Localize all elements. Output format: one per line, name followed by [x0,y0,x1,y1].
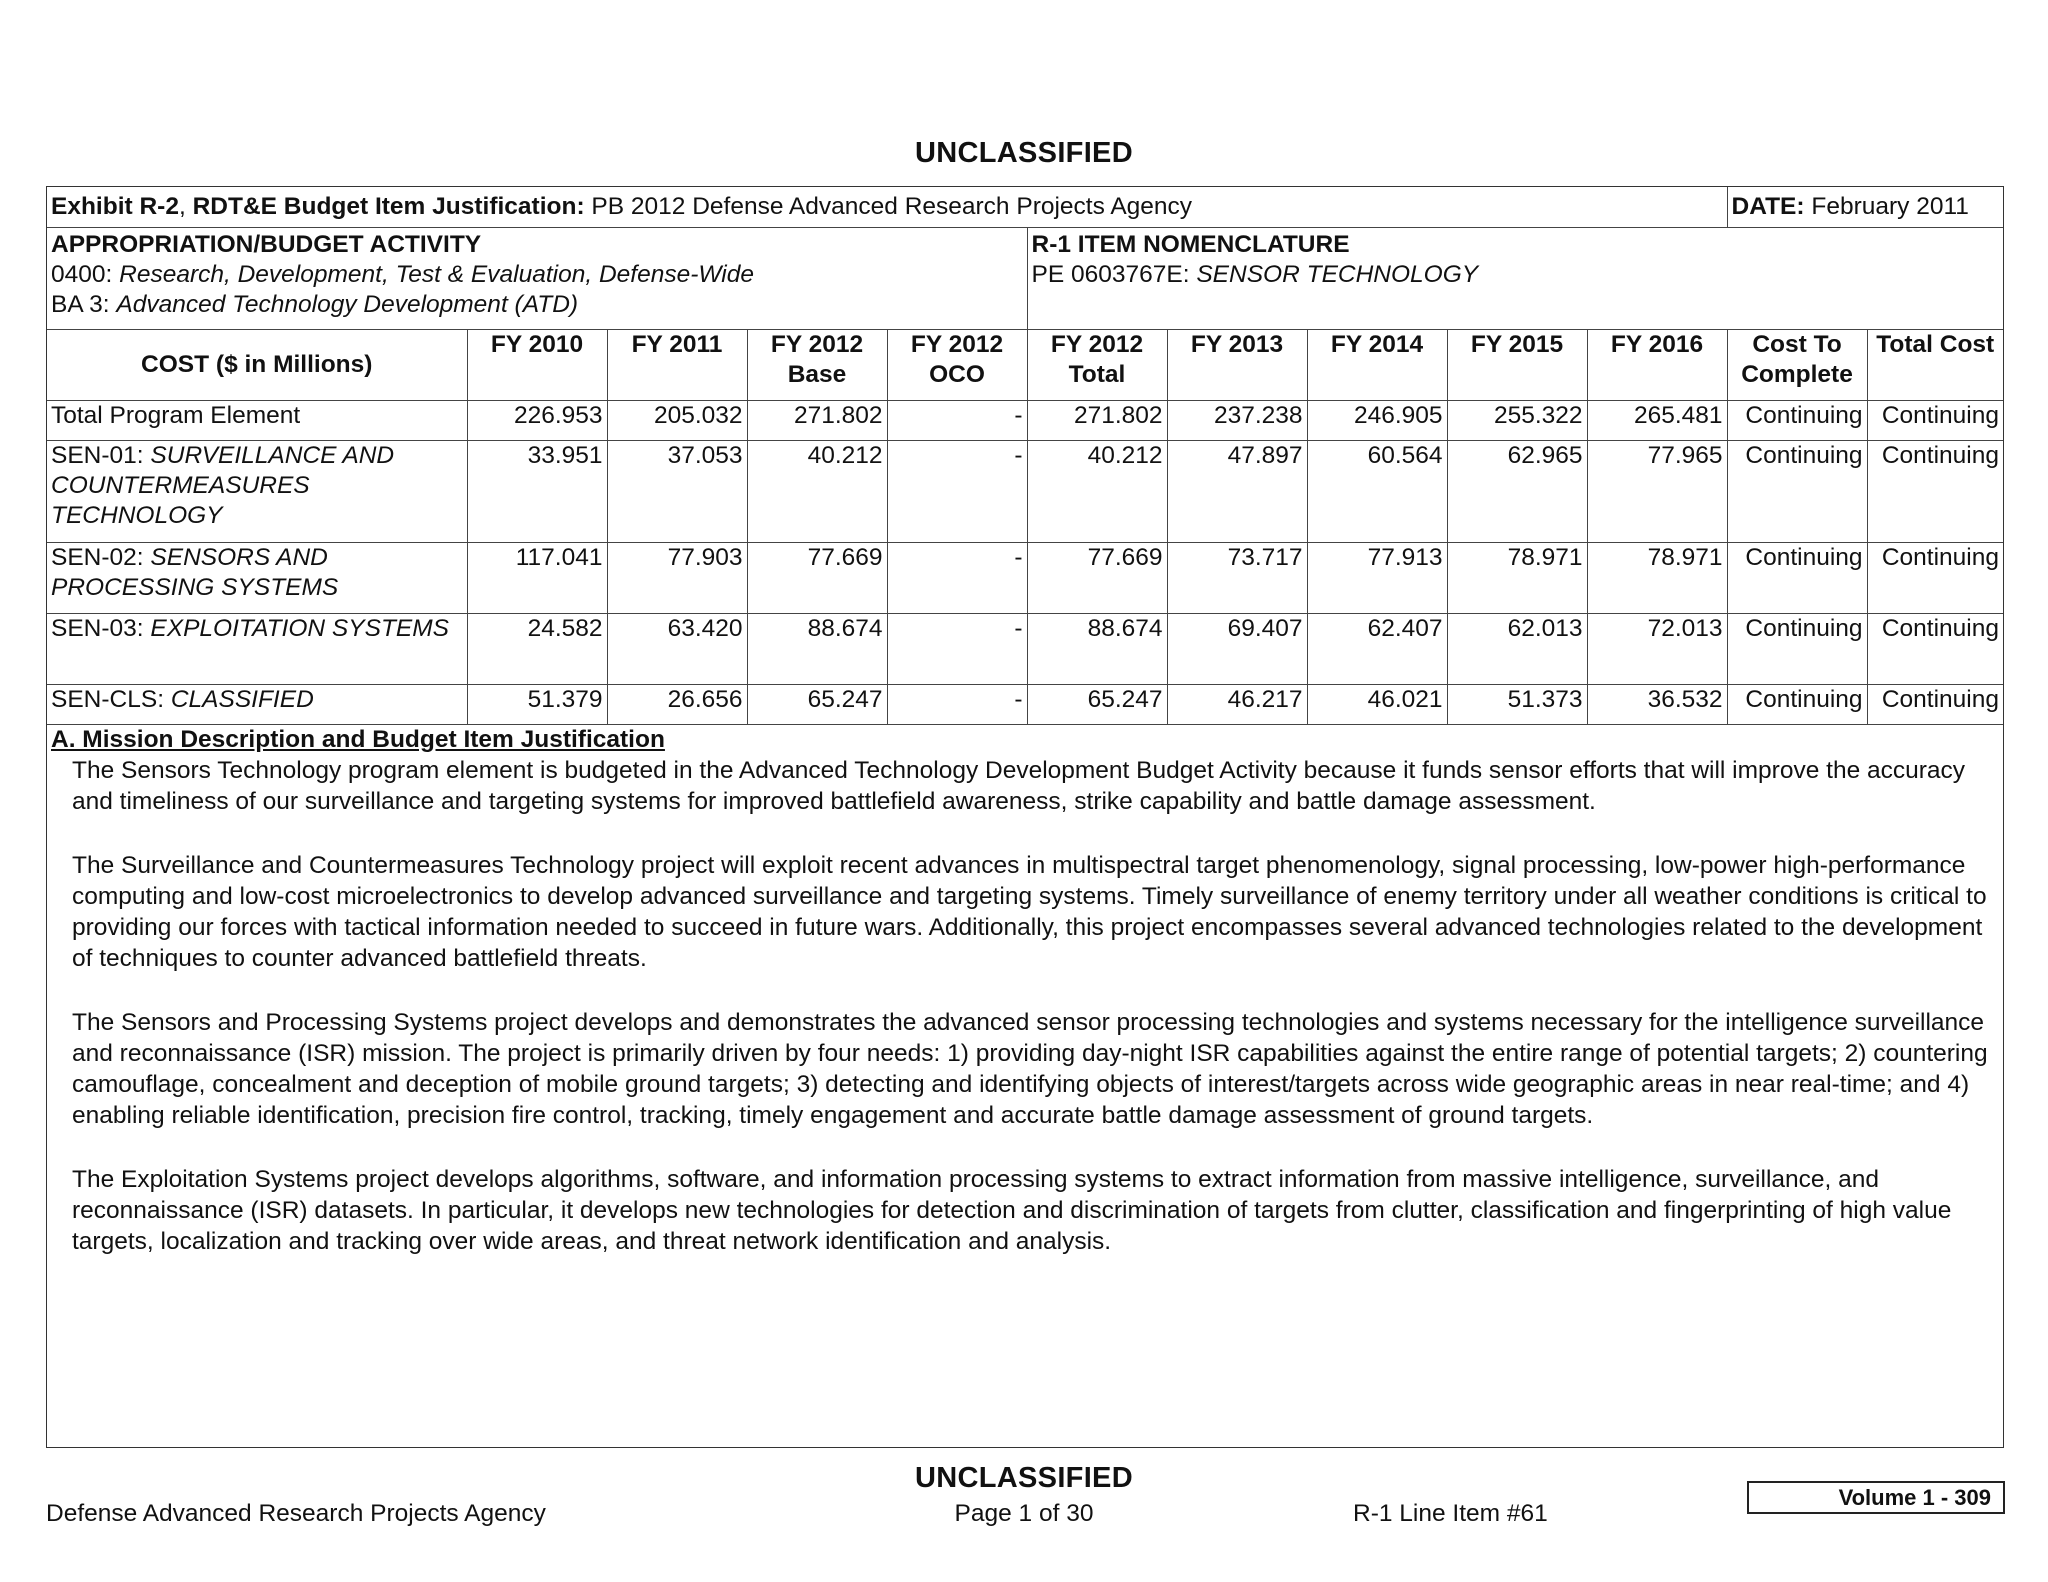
table-cell: 47.897 [1167,440,1307,542]
table-row [47,400,2003,440]
row-code: SEN-02: [51,543,151,571]
section-a-paragraph: The Surveillance and Countermeasures Technology project will exploit recent advances in multispectral target phenomenology, signal processing, low-power high-performance computing and low-cost microelectronics to develop advanced surveillance and targeting systems. Timely surveillance of enemy territory under all weather conditions is critical to providing our forces with tactical information needed to succeed in future wars. Additionally, this project encompasses several advanced technologies related to the development of techniques to counter advanced battlefield threats. [72,851,1987,972]
table-cell: Continuing [1727,684,1867,724]
table-cell: 77.669 [747,542,887,613]
table-cell: 73.717 [1167,542,1307,613]
table-cell: 69.407 [1167,613,1307,684]
table-cell: 77.669 [1027,542,1167,613]
section-a-heading: A. Mission Description and Budget Item Justification [51,725,665,753]
classification-bottom: UNCLASSIFIED [915,1462,1133,1494]
table-cell: Continuing [1867,440,2003,542]
table-cell: 78.971 [1447,542,1587,613]
appropriation-cell: APPROPRIATION/BUDGET ACTIVITY 0400: Research, Development, Test & Evaluation, Defense-Wide BA 3: Advanced Technology Development (ATD) [47,227,1027,329]
row-name: SENSORS AND PROCESSING SYSTEMS [51,543,339,601]
table-cell: 237.238 [1167,400,1307,440]
table-cell: 72.013 [1587,613,1727,684]
mission-description-section [47,724,2003,1445]
date-value: February 2011 [1804,192,1969,220]
footer-agency: Defense Advanced Research Projects Agency [46,1500,546,1527]
table-cell: 62.407 [1307,613,1447,684]
table-cell: 51.379 [467,684,607,724]
table-cell: 37.053 [607,440,747,542]
r1-label: R-1 ITEM NOMENCLATURE [1031,230,1350,258]
row-code: Total Program Element [51,401,301,429]
table-cell: Continuing [1727,400,1867,440]
table-cell: 205.032 [607,400,747,440]
table-cell: 78.971 [1587,542,1727,613]
column-header: FY 2015 [1447,329,1587,400]
table-cell: Continuing [1727,613,1867,684]
column-header: Cost To Complete [1727,329,1867,400]
cost-table-header [47,329,2003,400]
exhibit-title-cell: Exhibit R-2, RDT&E Budget Item Justification: PB 2012 Defense Advanced Research Projects Agency [47,187,1727,227]
exhibit-frame [46,186,2004,1448]
appropriation-name: Research, Development, Test & Evaluation, Defense-Wide [119,260,754,288]
table-row [47,684,2003,724]
table-cell: 62.013 [1447,613,1587,684]
table-cell: 46.217 [1167,684,1307,724]
row-name: SURVEILLANCE AND COUNTERMEASURES TECHNOLOGY [51,441,395,529]
section-a-paragraph: The Exploitation Systems project develops algorithms, software, and information processing systems to extract information from massive intelligence, surveillance, and reconnaissance (ISR) datasets. In particular, it develops new technologies for detection and discrimination of targets from clutter, classification and fingerprinting of high value targets, localization and tracking over wide areas, and threat network identification and analysis. [72,1165,1952,1255]
table-cell: Continuing [1867,684,2003,724]
row-label [47,613,467,684]
budget-activity-name: Advanced Technology Development (ATD) [116,290,579,318]
column-header: Total Cost [1867,329,2003,400]
table-cell: 226.953 [467,400,607,440]
rdte-value: PB 2012 Defense Advanced Research Projects Agency [584,192,1193,220]
column-header: COST ($ in Millions) [47,329,467,400]
table-row [47,440,2003,542]
table-cell: 246.905 [1307,400,1447,440]
table-cell: 271.802 [1027,400,1167,440]
table-cell: 77.903 [607,542,747,613]
table-cell: 24.582 [467,613,607,684]
table-cell: Continuing [1867,613,2003,684]
table-cell: 51.373 [1447,684,1587,724]
section-a-paragraph: The Sensors Technology program element is budgeted in the Advanced Technology Development Budget Activity because it funds sensor efforts that will improve the accuracy and timeliness of our surveillance and targeting systems for improved battlefield awareness, strike capability and battle damage assessment. [72,756,1966,815]
exhibit-label: Exhibit R-2 [51,192,179,220]
table-cell: - [887,542,1027,613]
column-header: FY 2016 [1587,329,1727,400]
table-cell: 40.212 [1027,440,1167,542]
r1-name: SENSOR TECHNOLOGY [1196,260,1479,288]
table-cell: 88.674 [1027,613,1167,684]
column-header: FY 2014 [1307,329,1447,400]
table-cell: 65.247 [1027,684,1167,724]
footer-volume: Volume 1 - 309 [1747,1481,2005,1514]
rdte-label: RDT&E Budget Item Justification: [192,192,585,220]
row-label [47,400,467,440]
appropriation-label: APPROPRIATION/BUDGET ACTIVITY [51,230,482,258]
column-header: FY 2012 Base [747,329,887,400]
row-label [47,440,467,542]
row-name: CLASSIFIED [170,685,314,713]
table-cell: 26.656 [607,684,747,724]
footer-line-item: R-1 Line Item #61 [1353,1500,1548,1527]
table-cell: 117.041 [467,542,607,613]
exhibit-table [47,187,2003,1445]
table-cell: Continuing [1727,440,1867,542]
table-cell: Continuing [1727,542,1867,613]
table-cell: 63.420 [607,613,747,684]
table-cell: 60.564 [1307,440,1447,542]
date-label: DATE: [1731,192,1805,220]
row-code: SEN-CLS: [51,685,171,713]
table-cell: 40.212 [747,440,887,542]
column-header: FY 2010 [467,329,607,400]
table-cell: 255.322 [1447,400,1587,440]
table-cell: Continuing [1867,400,2003,440]
row-label [47,684,467,724]
table-cell: - [887,400,1027,440]
table-cell: 88.674 [747,613,887,684]
table-cell: 77.965 [1587,440,1727,542]
table-row [47,613,2003,684]
row-label [47,542,467,613]
table-cell: - [887,440,1027,542]
table-row [47,542,2003,613]
table-cell: - [887,613,1027,684]
table-cell: 265.481 [1587,400,1727,440]
table-cell: 33.951 [467,440,607,542]
table-cell: 46.021 [1307,684,1447,724]
row-code: SEN-01: [51,441,151,469]
table-cell: 271.802 [747,400,887,440]
classification-top: UNCLASSIFIED [915,137,1133,169]
r1-nomenclature-cell: R-1 ITEM NOMENCLATURE PE 0603767E: SENSOR TECHNOLOGY [1027,227,2003,329]
table-cell: 36.532 [1587,684,1727,724]
table-cell: 65.247 [747,684,887,724]
table-cell: - [887,684,1027,724]
cost-table-body [47,400,2003,724]
column-header: FY 2012 Total [1027,329,1167,400]
date-cell [1727,187,2003,227]
table-cell: 77.913 [1307,542,1447,613]
column-header: FY 2012 OCO [887,329,1027,400]
row-name: EXPLOITATION SYSTEMS [150,614,449,642]
column-header: FY 2013 [1167,329,1307,400]
section-a-paragraph: The Sensors and Processing Systems project develops and demonstrates the advanced sensor processing technologies and systems necessary for the intelligence surveillance and reconnaissance (ISR) mission. The project is primarily driven by four needs: 1) providing day-night ISR capabilities against the entire range of potential targets; 2) countering camouflage, concealment and deception of mobile ground targets; 3) detecting and identifying objects of interest/targets across wide geographic areas in near real-time; and 4) enabling reliable identification, precision fire control, tracking, timely engagement and accurate battle damage assessment of ground targets. [72,1008,1988,1129]
column-header: FY 2011 [607,329,747,400]
table-cell: Continuing [1867,542,2003,613]
table-cell: 62.965 [1447,440,1587,542]
footer-page-number: Page 1 of 30 [954,1500,1094,1527]
row-code: SEN-03: [51,614,151,642]
